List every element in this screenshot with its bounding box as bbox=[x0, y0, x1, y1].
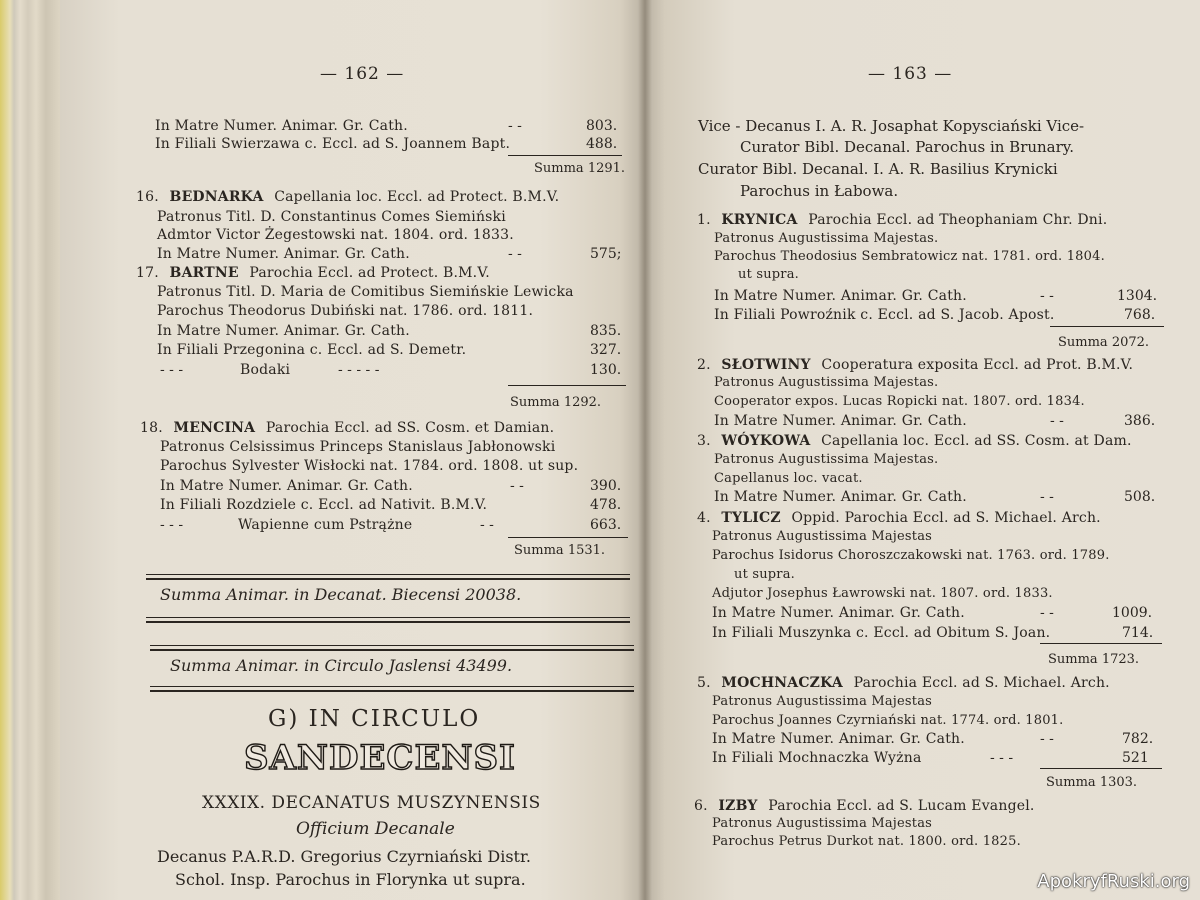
double-rule bbox=[150, 645, 634, 651]
text-line: In Matre Numer. Animar. Gr. Cath. bbox=[712, 731, 965, 747]
book-gutter bbox=[638, 0, 652, 900]
entry-number: 3. bbox=[697, 433, 711, 449]
parish-name: IZBY bbox=[718, 798, 758, 814]
parish-title: Parochia Eccl. ad S. Lucam Evangel. bbox=[768, 798, 1035, 814]
text-line: Parochus Theodorus Dubiński nat. 1786. ord. 1811. bbox=[157, 303, 534, 319]
text-line: Cooperator expos. Lucas Ropicki nat. 1807. ord. 1834. bbox=[714, 394, 1085, 409]
value: 488. bbox=[586, 136, 618, 152]
dash-leader: - - bbox=[508, 246, 522, 262]
value: 575; bbox=[590, 246, 622, 262]
summa: Summa 1292. bbox=[510, 395, 602, 410]
parish-title: Capellania loc. Eccl. ad SS. Cosm. at Dam. bbox=[821, 433, 1132, 449]
entry-number: 4. bbox=[697, 510, 711, 526]
value: 327. bbox=[590, 342, 622, 358]
text-line: In Matre Numer. Animar. Gr. Cath. bbox=[160, 478, 413, 494]
text-line: Patronus Augustissima Majestas. bbox=[714, 231, 939, 246]
entry-17-header bbox=[136, 264, 496, 282]
text-line: Schol. Insp. Parochus in Florynka ut supra. bbox=[175, 870, 526, 889]
text-line: Patronus Augustissima Majestas bbox=[712, 694, 933, 709]
text-line: Curator Bibl. Decanal. Parochus in Brunary. bbox=[740, 138, 1075, 156]
heading-officium: Officium Decanale bbox=[296, 819, 455, 839]
text-line: Patronus Augustissima Majestas bbox=[712, 816, 933, 831]
text-line: In Matre Numer. Animar. Gr. Cath. bbox=[712, 605, 965, 621]
double-rule bbox=[146, 574, 630, 580]
text-line: Patronus Celsissimus Princeps Stanislaus Jabłonowski bbox=[160, 439, 556, 455]
dash-leader: - - bbox=[480, 517, 494, 533]
watermark: ApokryfRuski.org bbox=[1037, 871, 1190, 892]
dash-leader: - - bbox=[508, 118, 522, 134]
entry-6-header bbox=[694, 797, 1041, 815]
summa: Summa 1723. bbox=[1048, 652, 1140, 667]
text-line: Patronus Titl. D. Maria de Comitibus Siemińskie Lewicka bbox=[157, 284, 574, 300]
text-line: Patronus Titl. D. Constantinus Comes Siemiński bbox=[157, 209, 506, 225]
entry-2-header bbox=[697, 356, 1139, 374]
summa: Summa 2072. bbox=[1058, 335, 1150, 350]
parish-title: Parochia Eccl. ad SS. Cosm. et Damian. bbox=[265, 420, 555, 436]
sum-rule bbox=[1040, 768, 1162, 769]
dash-leader: - - bbox=[1050, 413, 1064, 429]
text-line: Vice - Decanus I. A. R. Josaphat Kopysciański Vice- bbox=[698, 117, 1085, 135]
entry-1-header bbox=[697, 211, 1113, 229]
text-line: Parochus Petrus Durkot nat. 1800. ord. 1825. bbox=[712, 834, 1021, 849]
parish-name: MOCHNACZKA bbox=[721, 675, 843, 691]
parish-name: KRYNICA bbox=[721, 212, 798, 228]
text-line: In Filiali Rozdziele c. Eccl. ad Nativit. B.M.V. bbox=[160, 497, 488, 513]
double-rule bbox=[146, 617, 630, 623]
value: 663. bbox=[590, 517, 622, 533]
dash-leader: - - bbox=[1040, 489, 1054, 505]
text-line: In Matre Numer. Animar. Gr. Cath. bbox=[714, 288, 967, 304]
text-line: In Matre Numer. Animar. Gr. Cath. bbox=[714, 489, 967, 505]
text-line: Parochus Joannes Czyrniański nat. 1774. ord. 1801. bbox=[712, 713, 1064, 728]
parish-name: BARTNE bbox=[169, 265, 239, 281]
text-line: ut supra. bbox=[734, 567, 795, 582]
book-page-edges bbox=[0, 0, 60, 900]
dash-leader: - - - bbox=[160, 362, 184, 378]
entry-number: 16. bbox=[136, 189, 159, 205]
value: 386. bbox=[1124, 413, 1156, 429]
sum-rule bbox=[1050, 326, 1164, 327]
sum-rule bbox=[508, 155, 622, 156]
text-line: Admtor Victor Żegestowski nat. 1804. ord. 1833. bbox=[157, 227, 514, 243]
entry-number: 6. bbox=[694, 798, 708, 814]
text-line: Patronus Augustissima Majestas bbox=[712, 529, 933, 544]
text-line: Parochus Theodosius Sembratowicz nat. 1781. ord. 1804. bbox=[714, 249, 1105, 264]
summa-decanat: Summa Animar. in Decanat. Biecensi 20038. bbox=[160, 585, 522, 604]
parish-name: TYLICZ bbox=[721, 510, 781, 526]
text-line: Patronus Augustissima Majestas. bbox=[714, 375, 939, 390]
text-line: Decanus P.A.R.D. Gregorius Czyrniański Distr. bbox=[157, 847, 531, 866]
heading-decanatus: XXXIX. DECANATUS MUSZYNENSIS bbox=[202, 793, 541, 813]
text-line: In Matre Numer. Animar. Gr. Cath. bbox=[157, 323, 410, 339]
sum-rule bbox=[508, 385, 626, 386]
value: 508. bbox=[1124, 489, 1156, 505]
entry-number: 17. bbox=[136, 265, 159, 281]
text-line: Parochus Isidorus Choroszczakowski nat. 1763. ord. 1789. bbox=[712, 548, 1110, 563]
parish-name: MENCINA bbox=[173, 420, 256, 436]
value: 714. bbox=[1122, 625, 1154, 641]
parish-title: Parochia Eccl. ad Theophaniam Chr. Dni. bbox=[808, 212, 1108, 228]
text-line: In Matre Numer. Animar. Gr. Cath. bbox=[714, 413, 967, 429]
text-line: Curator Bibl. Decanal. I. A. R. Basilius Krynicki bbox=[698, 160, 1058, 178]
value: 390. bbox=[590, 478, 622, 494]
parish-title: Cooperatura exposita Eccl. ad Prot. B.M.V. bbox=[821, 357, 1134, 373]
summa: Summa 1531. bbox=[514, 543, 606, 558]
sum-rule bbox=[508, 537, 628, 538]
text-line: Parochus Sylvester Wisłocki nat. 1784. ord. 1808. ut sup. bbox=[160, 458, 579, 474]
entry-number: 2. bbox=[697, 357, 711, 373]
page-number-left: — 162 — bbox=[320, 64, 405, 84]
text-line: Capellanus loc. vacat. bbox=[714, 471, 863, 486]
text-line: Wapienne cum Pstrążne bbox=[238, 517, 413, 533]
text-line: ut supra. bbox=[738, 267, 799, 282]
text-line: In Filiali Powroźnik c. Eccl. ad S. Jacob. Apost. bbox=[714, 307, 1055, 323]
entry-number: 5. bbox=[697, 675, 711, 691]
text-line: Patronus Augustissima Majestas. bbox=[714, 452, 939, 467]
text-line: In Matre Numer. Animar. Gr. Cath. bbox=[155, 118, 408, 134]
text-line: In Matre Numer. Animar. Gr. Cath. bbox=[157, 246, 410, 262]
parish-title: Parochia Eccl. ad Protect. B.M.V. bbox=[249, 265, 490, 281]
value: 782. bbox=[1122, 731, 1154, 747]
dash-leader: - - - bbox=[990, 750, 1014, 766]
heading-sandecensi: SANDECENSI bbox=[244, 738, 516, 778]
parish-title: Oppid. Parochia Eccl. ad S. Michael. Arch. bbox=[791, 510, 1101, 526]
entry-number: 18. bbox=[140, 420, 163, 436]
parish-title: Capellania loc. Eccl. ad Protect. B.M.V. bbox=[274, 189, 560, 205]
parish-name: SŁOTWINY bbox=[721, 357, 811, 373]
value: 521 bbox=[1122, 750, 1149, 766]
entry-16-header bbox=[136, 188, 565, 206]
value: 478. bbox=[590, 497, 622, 513]
value: 803. bbox=[586, 118, 618, 134]
double-rule bbox=[150, 686, 634, 692]
page-number-right: — 163 — bbox=[868, 64, 953, 84]
entry-18-header bbox=[140, 419, 560, 437]
entry-number: 1. bbox=[697, 212, 711, 228]
sum-rule bbox=[1040, 643, 1162, 644]
value: 768. bbox=[1124, 307, 1156, 323]
text-line: In Filiali Muszynka c. Eccl. ad Obitum S. Joan. bbox=[712, 625, 1051, 641]
text-line: In Filiali Mochnaczka Wyżna bbox=[712, 750, 922, 766]
dash-leader: - - - bbox=[160, 517, 184, 533]
summa: Summa 1291. bbox=[534, 161, 626, 176]
text-line: In Filiali Swierzawa c. Eccl. ad S. Joannem Bapt. bbox=[155, 136, 511, 152]
dash-leader: - - bbox=[1040, 605, 1054, 621]
dash-leader: - - - - - bbox=[338, 362, 380, 378]
value: 1009. bbox=[1112, 605, 1153, 621]
text-line: Bodaki bbox=[240, 362, 291, 378]
entry-5-header bbox=[697, 674, 1116, 692]
parish-name: BEDNARKA bbox=[169, 189, 264, 205]
heading-circulo: G) IN CIRCULO bbox=[268, 706, 481, 732]
dash-leader: - - bbox=[1040, 288, 1054, 304]
entry-3-header bbox=[697, 432, 1138, 450]
text-line: Adjutor Josephus Ławrowski nat. 1807. ord. 1833. bbox=[712, 586, 1053, 601]
value: 835. bbox=[590, 323, 622, 339]
text-line: Parochus in Łabowa. bbox=[740, 182, 899, 200]
dash-leader: - - bbox=[510, 478, 524, 494]
dash-leader: - - bbox=[1040, 731, 1054, 747]
value: 1304. bbox=[1117, 288, 1158, 304]
summa: Summa 1303. bbox=[1046, 775, 1138, 790]
summa-circulo: Summa Animar. in Circulo Jaslensi 43499. bbox=[170, 656, 513, 675]
entry-4-header bbox=[697, 509, 1107, 527]
value: 130. bbox=[590, 362, 622, 378]
parish-name: WÓYKOWA bbox=[721, 433, 811, 449]
text-line: In Filiali Przegonina c. Eccl. ad S. Demetr. bbox=[157, 342, 467, 358]
parish-title: Parochia Eccl. ad S. Michael. Arch. bbox=[853, 675, 1110, 691]
